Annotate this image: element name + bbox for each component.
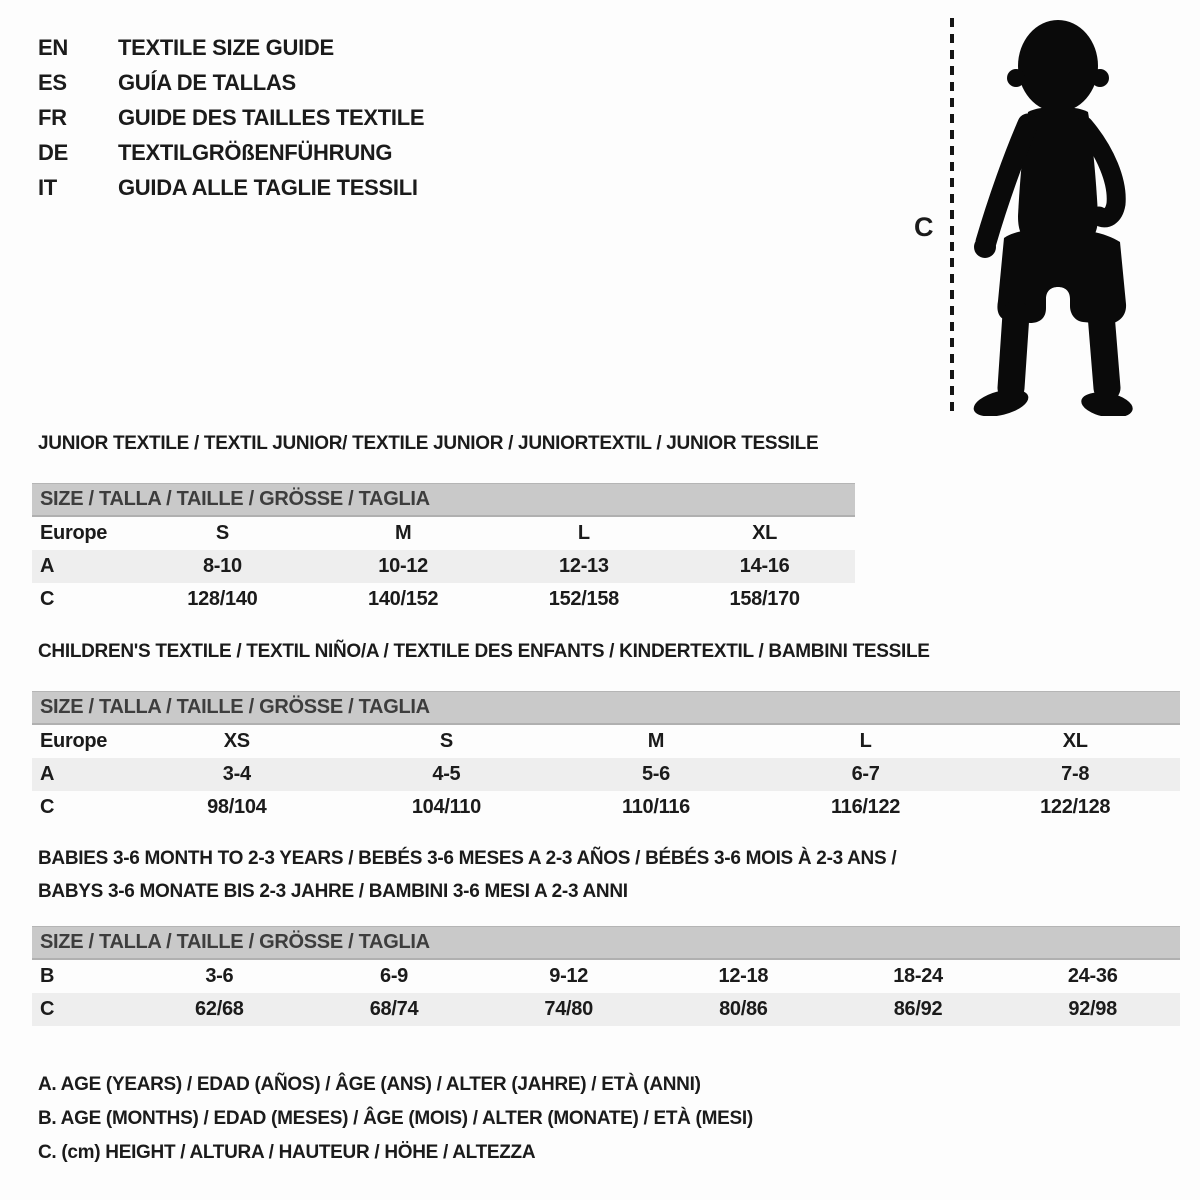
- babies-section-heading-line1: BABIES 3-6 MONTH TO 2-3 YEARS / BEBÉS 3-6 MESES A 2-3 AÑOS / BÉBÉS 3-6 MOIS À 2-3 ANS /: [38, 848, 897, 869]
- cell: 5-6: [641, 763, 670, 785]
- table-row-children-age: [32, 758, 1180, 791]
- cell: L: [577, 522, 590, 544]
- cell: 98/104: [207, 796, 267, 818]
- cell: 7-8: [1061, 763, 1090, 785]
- cell: M: [394, 522, 412, 544]
- cell: M: [647, 730, 665, 752]
- row-label: C: [40, 588, 55, 610]
- babies-section-heading-line2: BABYS 3-6 MONATE BIS 2-3 JAHRE / BAMBINI 3-6 MESI A 2-3 ANNI: [38, 881, 628, 902]
- cell: 110/116: [621, 796, 690, 818]
- row-label: A: [40, 555, 55, 577]
- lang-row-fr: [38, 100, 424, 135]
- cell: 152/158: [548, 588, 619, 610]
- legend-line-c: C. (cm) HEIGHT / ALTURA / HAUTEUR / HÖHE / ALTEZZA: [38, 1142, 536, 1163]
- cell: 6-9: [380, 965, 409, 987]
- lang-row-de: [38, 135, 424, 170]
- junior-size-table: [32, 483, 855, 616]
- cell: 18-24: [893, 965, 943, 987]
- junior-section-heading: JUNIOR TEXTILE / TEXTIL JUNIOR/ TEXTILE JUNIOR / JUNIORTEXTIL / JUNIOR TESSILE: [38, 433, 819, 454]
- cell: 128/140: [187, 588, 258, 610]
- table-row-junior-europe: [32, 517, 855, 550]
- spacer: [32, 664, 1180, 691]
- measure-legend: [38, 1068, 753, 1170]
- row-label: Europe: [40, 522, 108, 544]
- section-junior-textile: [32, 432, 855, 616]
- cell: 74/80: [544, 998, 593, 1020]
- cell: 122/128: [1040, 796, 1111, 818]
- legend-line-b: B. AGE (MONTHS) / EDAD (MESES) / ÂGE (MOIS) / ALTER (MONATE) / ETÀ (MESI): [38, 1108, 753, 1129]
- legend-line-a: A. AGE (YEARS) / EDAD (AÑOS) / ÂGE (ANS) / ALTER (JAHRE) / ETÀ (ANNI): [38, 1074, 701, 1095]
- lang-row-es: [38, 65, 424, 100]
- height-measure-dashed-line: [950, 18, 954, 416]
- cell: L: [859, 730, 872, 752]
- cell: 12-13: [559, 555, 609, 577]
- cell: 158/170: [729, 588, 800, 610]
- cell: 140/152: [368, 588, 439, 610]
- table-row-babies-height: [32, 993, 1180, 1026]
- section-babies-textile: [32, 842, 1180, 1026]
- cell: 62/68: [195, 998, 244, 1020]
- cell: 14-16: [739, 555, 790, 577]
- language-title-block: [38, 30, 424, 205]
- height-figure: [900, 0, 1200, 430]
- cell: 80/86: [719, 998, 768, 1020]
- cell: S: [215, 522, 229, 544]
- junior-size-table-header: SIZE / TALLA / TAILLE / GRÖSSE / TAGLIA: [32, 483, 855, 517]
- table-row-children-europe: [32, 725, 1180, 758]
- cell: 92/98: [1068, 998, 1117, 1020]
- lang-title-es: GUÍA DE TALLAS: [118, 69, 296, 95]
- spacer: [32, 456, 855, 483]
- cell: XL: [1062, 730, 1088, 752]
- row-label: C: [40, 796, 55, 818]
- children-section-heading: CHILDREN'S TEXTILE / TEXTIL NIÑO/A / TEXTILE DES ENFANTS / KINDERTEXTIL / BAMBINI TESSILE: [38, 641, 930, 662]
- table-row-children-height: [32, 791, 1180, 824]
- cell: 6-7: [851, 763, 880, 785]
- cell: 4-5: [432, 763, 461, 785]
- lang-title-de: TEXTILGRÖßENFÜHRUNG: [118, 139, 393, 165]
- row-label: C: [40, 998, 55, 1020]
- lang-row-en: [38, 30, 424, 65]
- table-row-junior-age: [32, 550, 855, 583]
- height-measure-label: C: [914, 212, 934, 242]
- cell: XL: [752, 522, 778, 544]
- cell: 10-12: [378, 555, 428, 577]
- lang-row-it: [38, 170, 424, 205]
- cell: 116/122: [831, 796, 901, 818]
- toddler-silhouette-icon: [970, 16, 1142, 416]
- cell: 8-10: [202, 555, 242, 577]
- lang-title-it: GUIDA ALLE TAGLIE TESSILI: [118, 174, 418, 200]
- table-row-junior-height: [32, 583, 855, 616]
- cell: S: [439, 730, 453, 752]
- cell: 9-12: [549, 965, 589, 987]
- table-row-babies-months: [32, 960, 1180, 993]
- children-size-table-header: SIZE / TALLA / TAILLE / GRÖSSE / TAGLIA: [32, 691, 1180, 725]
- lang-code-es: ES: [38, 69, 67, 95]
- section-childrens-textile: [32, 640, 1180, 824]
- babies-size-table-header: SIZE / TALLA / TAILLE / GRÖSSE / TAGLIA: [32, 926, 1180, 960]
- row-label: B: [40, 965, 55, 987]
- cell: 12-18: [718, 965, 769, 987]
- cell: 68/74: [369, 998, 419, 1020]
- babies-size-table: [32, 926, 1180, 1026]
- cell: 24-36: [1067, 965, 1118, 987]
- cell: 104/110: [411, 796, 481, 818]
- row-label: Europe: [40, 730, 108, 752]
- cell: XS: [223, 730, 250, 752]
- lang-code-de: DE: [38, 139, 68, 165]
- cell: 86/92: [893, 998, 943, 1020]
- lang-code-fr: FR: [38, 104, 67, 130]
- row-label: A: [40, 763, 55, 785]
- spacer: [32, 908, 1180, 926]
- lang-code-it: IT: [38, 174, 57, 200]
- cell: 3-6: [205, 965, 234, 987]
- lang-title-fr: GUIDE DES TAILLES TEXTILE: [118, 104, 425, 130]
- lang-title-en: TEXTILE SIZE GUIDE: [118, 34, 334, 60]
- lang-code-en: EN: [38, 34, 68, 60]
- children-size-table: [32, 691, 1180, 824]
- cell: 3-4: [222, 763, 251, 785]
